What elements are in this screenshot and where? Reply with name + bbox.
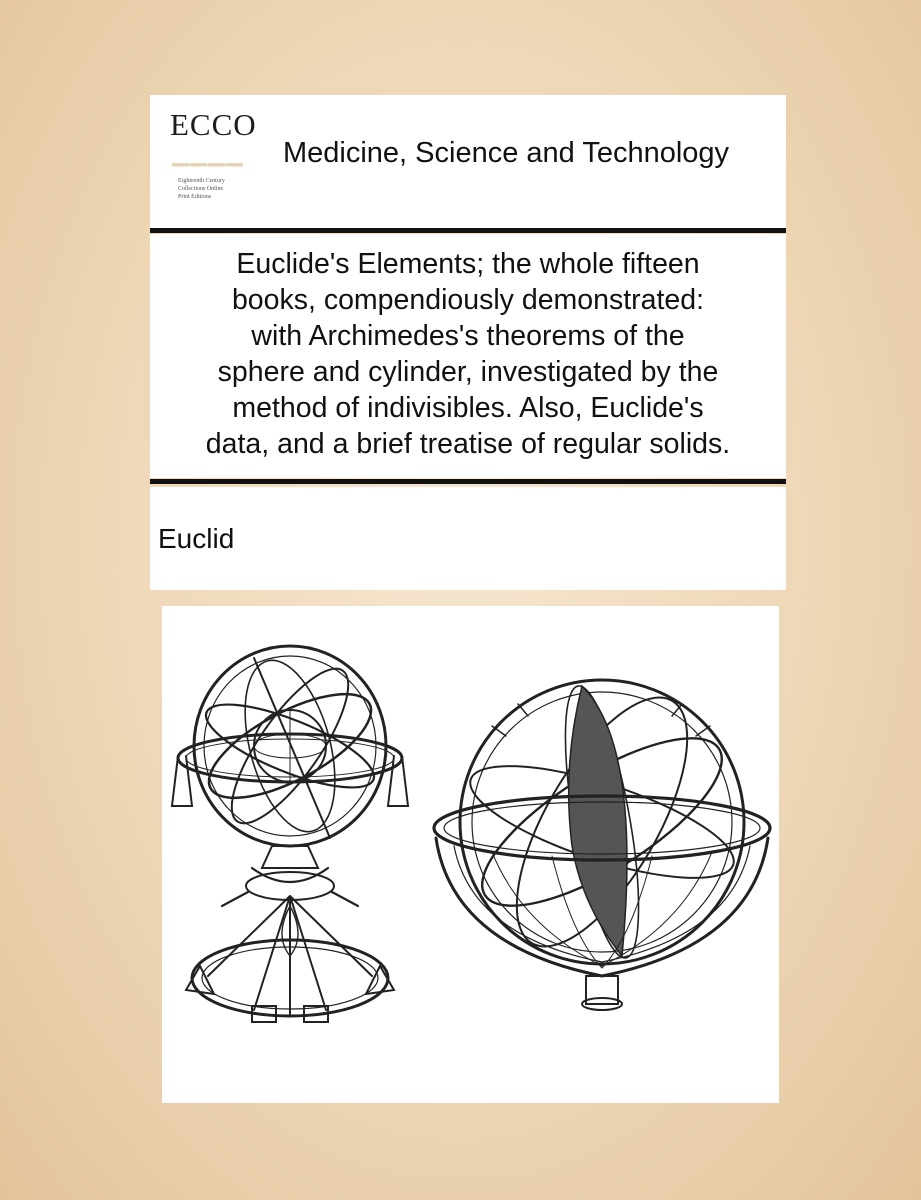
title-line: with Archimedes's theorems of the [251, 320, 685, 352]
title-line: sphere and cylinder, investigated by the [217, 356, 719, 388]
series-title: Medicine, Science and Technology [283, 137, 730, 169]
logo-tagline-line: Print Editions [178, 194, 212, 200]
logo-tagline-line: Collections Online [178, 186, 224, 192]
logo-tagline-line: Eighteenth Century [178, 178, 225, 184]
title-block [150, 234, 786, 478]
publisher-logo [170, 109, 260, 214]
illustration-panel [162, 606, 779, 1103]
logo-tagline [178, 177, 258, 201]
author-name: Euclid [158, 523, 235, 554]
armillary-sphere-right-icon [434, 673, 770, 1010]
divider-top [150, 228, 786, 233]
series-header [150, 95, 786, 229]
author-block [150, 487, 786, 590]
logo-underline-decoration: ▁▁▁▁ [172, 141, 244, 166]
armillary-spheres-illustration [162, 606, 779, 1103]
logo-mark: ECCO [170, 107, 257, 142]
title-line: books, compendiously demonstrated: [231, 284, 705, 316]
title-line: method of indivisibles. Also, Euclide's [232, 392, 704, 424]
title-line: Euclide's Elements; the whole fifteen [236, 248, 700, 280]
title-line: data, and a brief treatise of regular solids. [205, 428, 731, 460]
book-title [154, 246, 782, 462]
armillary-sphere-left-icon [172, 646, 408, 1022]
divider-bottom [150, 479, 786, 484]
